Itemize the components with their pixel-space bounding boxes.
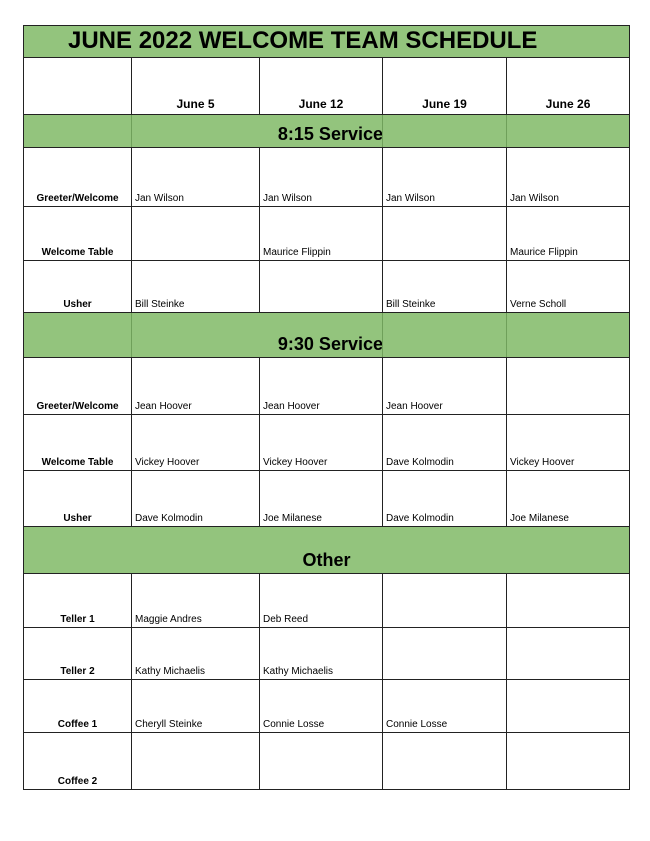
- section-title: 9:30 Service: [277, 334, 383, 354]
- table-cell: Joe Milanese: [260, 471, 383, 527]
- role-label: Usher: [24, 261, 132, 313]
- table-cell: Deb Reed: [260, 574, 383, 628]
- role-label: Welcome Table: [24, 207, 132, 261]
- role-label: Teller 1: [24, 574, 132, 628]
- role-label: Greeter/Welcome: [24, 358, 132, 415]
- table-row: [24, 261, 630, 313]
- header-blank-cell: [24, 58, 132, 115]
- table-cell: Joe Milanese: [507, 471, 630, 527]
- table-cell: Jan Wilson: [507, 148, 630, 207]
- date-header: June 26: [507, 58, 630, 115]
- table-cell: Kathy Michaelis: [132, 628, 260, 680]
- table-cell: [507, 574, 630, 628]
- role-label: Coffee 1: [24, 680, 132, 733]
- table-cell: Dave Kolmodin: [383, 471, 507, 527]
- table-cell: [383, 207, 507, 261]
- date-header: June 19: [383, 58, 507, 115]
- table-cell: Jean Hoover: [132, 358, 260, 415]
- table-cell: Jan Wilson: [383, 148, 507, 207]
- section-title: Other: [24, 527, 630, 574]
- table-row: [24, 358, 630, 415]
- table-cell: [383, 574, 507, 628]
- table-cell: [260, 261, 383, 313]
- table-cell: Jean Hoover: [260, 358, 383, 415]
- table-cell: [383, 733, 507, 790]
- role-label: Teller 2: [24, 628, 132, 680]
- section-header-row: [24, 527, 630, 574]
- role-label: Welcome Table: [24, 415, 132, 471]
- table-row: [24, 148, 630, 207]
- table-cell: [507, 733, 630, 790]
- table-cell: Vickey Hoover: [507, 415, 630, 471]
- role-label: Usher: [24, 471, 132, 527]
- table-row: [24, 680, 630, 733]
- table-row: [24, 471, 630, 527]
- table-cell: [507, 680, 630, 733]
- table-cell: Bill Steinke: [132, 261, 260, 313]
- date-header: June 12: [260, 58, 383, 115]
- table-cell: Verne Scholl: [507, 261, 630, 313]
- table-row: [24, 574, 630, 628]
- table-row: [24, 415, 630, 471]
- table-cell: Jean Hoover: [383, 358, 507, 415]
- table-cell: Cheryll Steinke: [132, 680, 260, 733]
- table-cell: Vickey Hoover: [260, 415, 383, 471]
- section-title: 8:15 Service: [277, 124, 383, 144]
- table-cell: [507, 628, 630, 680]
- table-cell: Maurice Flippin: [260, 207, 383, 261]
- section-header-row: [24, 115, 630, 148]
- table-cell: Maggie Andres: [132, 574, 260, 628]
- table-cell: Bill Steinke: [383, 261, 507, 313]
- table-cell: [383, 628, 507, 680]
- table-cell: Vickey Hoover: [132, 415, 260, 471]
- table-cell: [260, 733, 383, 790]
- table-row: [24, 207, 630, 261]
- table-cell: [132, 733, 260, 790]
- table-cell: Maurice Flippin: [507, 207, 630, 261]
- schedule-table: [23, 25, 630, 790]
- table-cell: Dave Kolmodin: [383, 415, 507, 471]
- table-cell: Jan Wilson: [260, 148, 383, 207]
- role-label: Greeter/Welcome: [24, 148, 132, 207]
- table-cell: Connie Losse: [383, 680, 507, 733]
- table-row: [24, 733, 630, 790]
- schedule-sheet: [23, 25, 629, 790]
- role-label: Coffee 2: [24, 733, 132, 790]
- table-cell: Kathy Michaelis: [260, 628, 383, 680]
- section-header-row: [24, 313, 630, 358]
- table-cell: Connie Losse: [260, 680, 383, 733]
- table-cell: [507, 358, 630, 415]
- table-cell: Jan Wilson: [132, 148, 260, 207]
- date-header-row: [24, 58, 630, 115]
- table-cell: [132, 207, 260, 261]
- table-row: [24, 628, 630, 680]
- table-cell: Dave Kolmodin: [132, 471, 260, 527]
- page-title: JUNE 2022 WELCOME TEAM SCHEDULE: [24, 26, 630, 58]
- date-header: June 5: [132, 58, 260, 115]
